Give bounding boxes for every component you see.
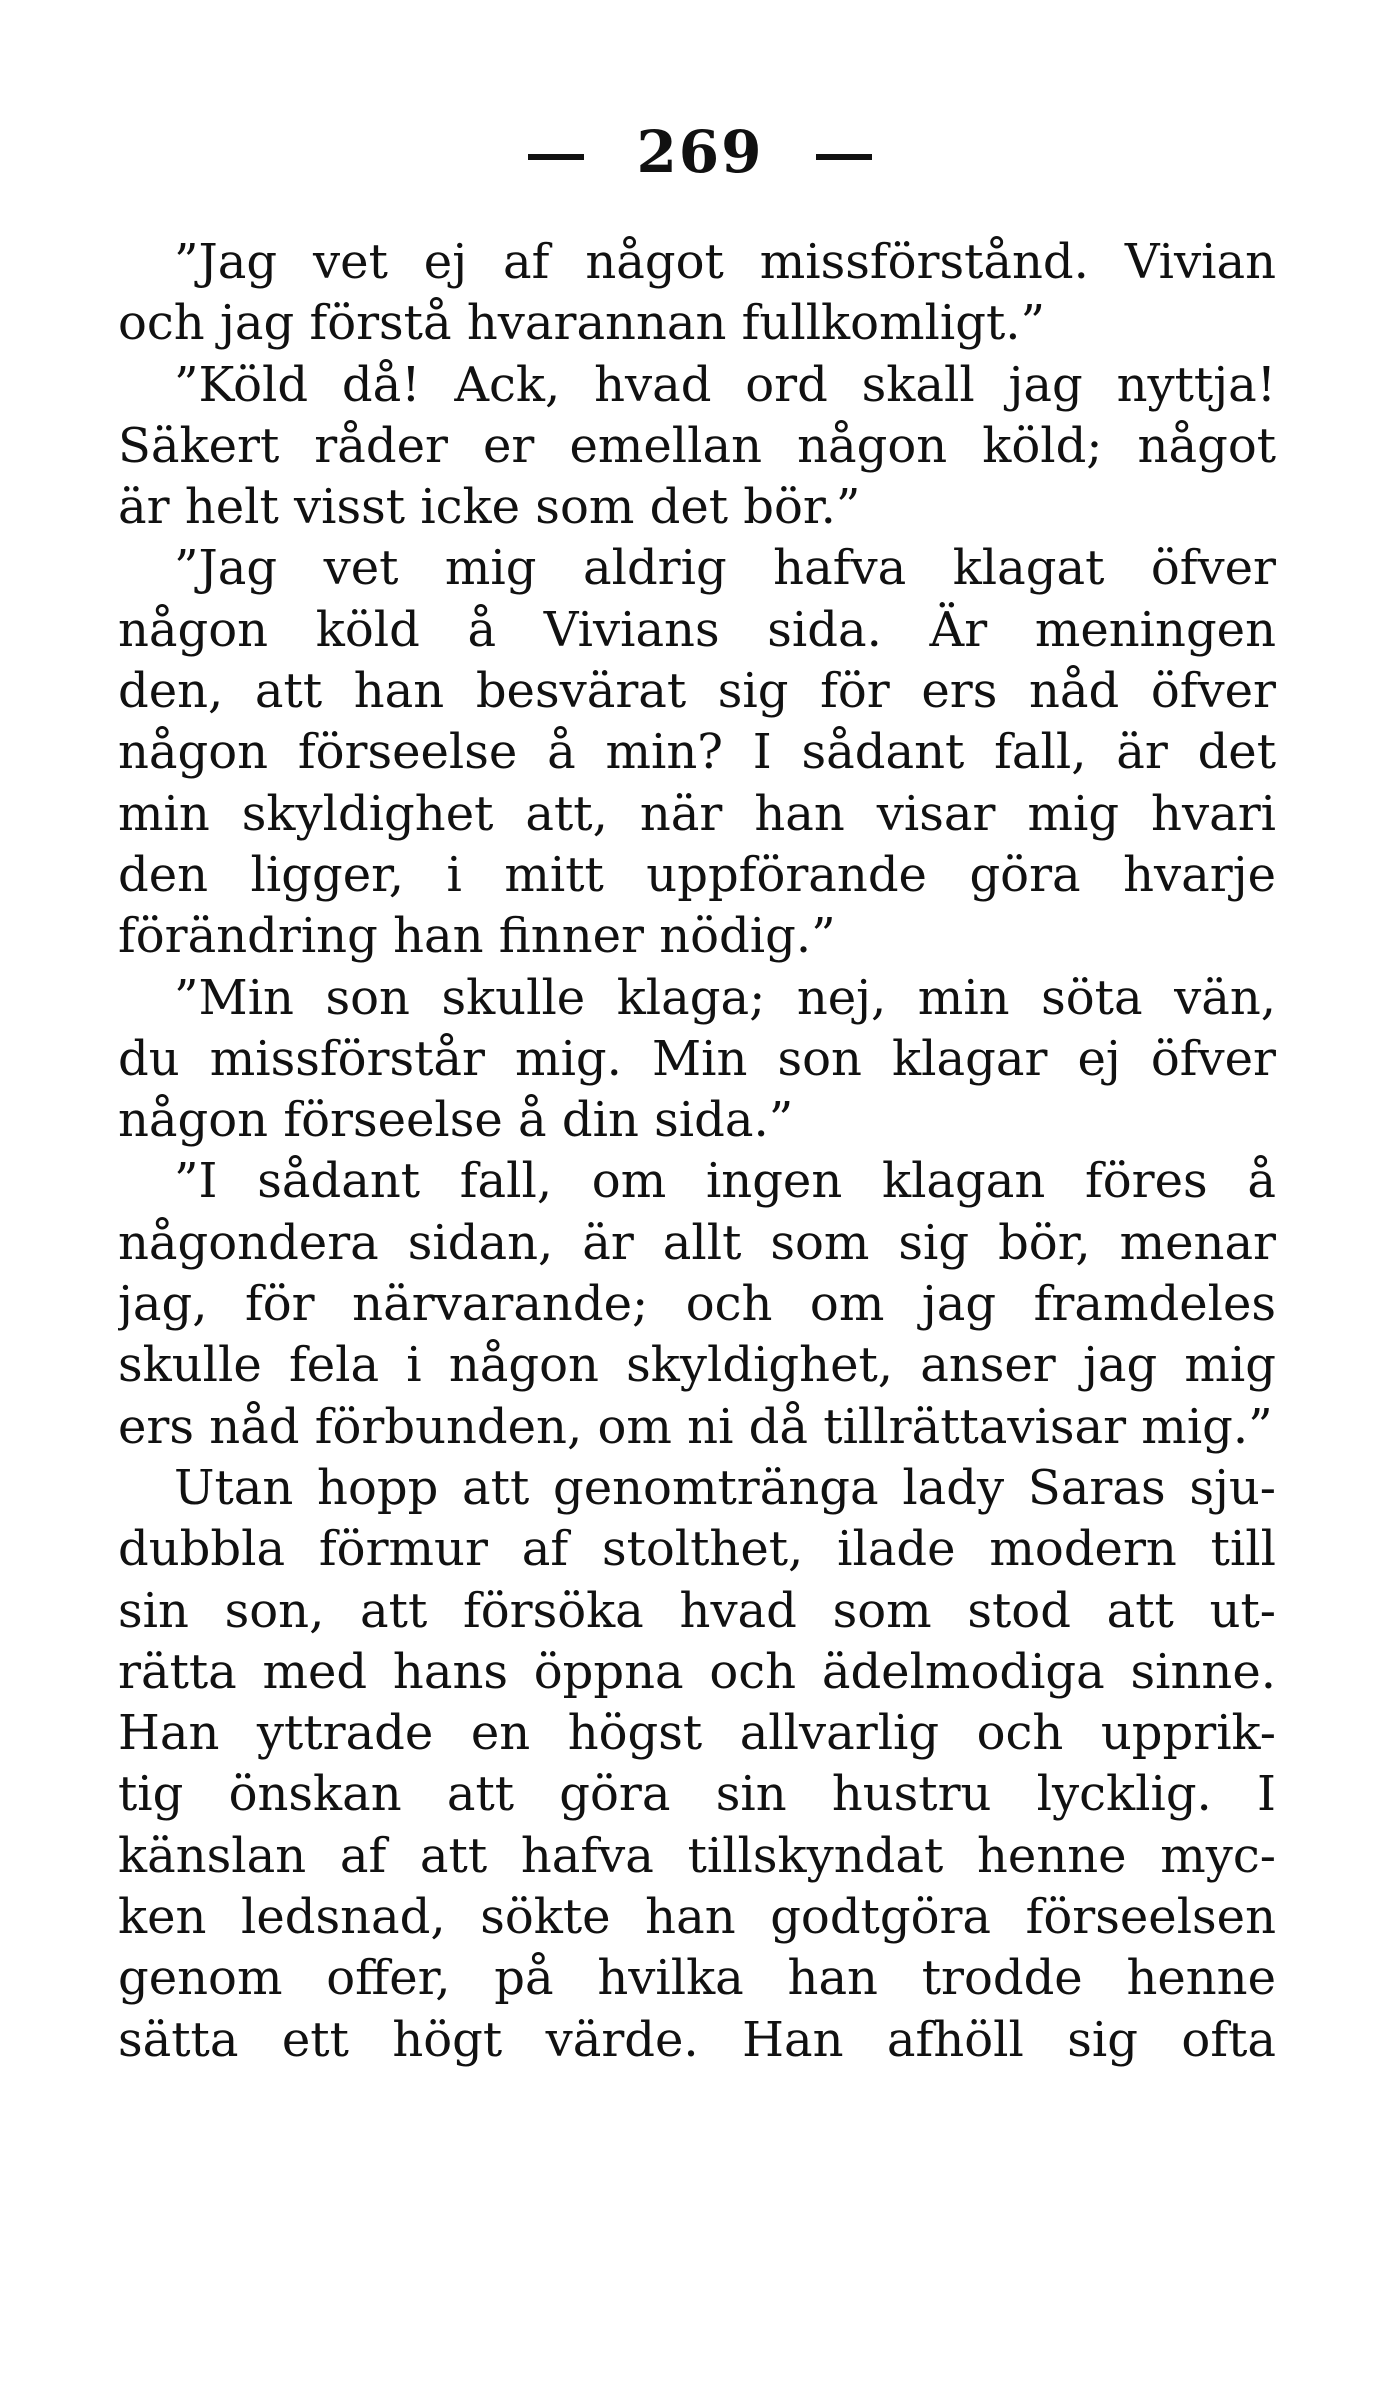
text-line: någondera sidan, är allt som sig bör, menar [118,1214,1276,1271]
text-line: den ligger, i mitt uppförande göra hvarje [118,846,1276,903]
text-line: ken ledsnad, sökte han godtgöra förseelsen [118,1889,1276,1946]
text-line: tig önskan att göra sin hustru lycklig. I [118,1766,1276,1823]
text-line: någon förseelse å din sida.” [118,1092,794,1149]
text-line: ”Min son skulle klaga; nej, min söta vän, [174,969,1276,1026]
text-line: ”I sådant fall, om ingen klagan föres å [174,1153,1276,1210]
text-line: sin son, att försöka hvad som stod att ut- [118,1582,1276,1639]
header-dash-right [816,154,872,160]
text-line: skulle fela i någon skyldighet, anser jag mig [118,1337,1276,1394]
text-line: ”Jag vet ej af något missförstånd. Vivian [174,234,1276,290]
text-line: är helt visst icke som det bör.” [118,479,861,536]
text-line: du missförstår mig. Min son klagar ej öfver [118,1030,1276,1087]
text-line: någon förseelse å min? I sådant fall, är det [118,724,1276,781]
text-line: rätta med hans öppna och ädelmodiga sinne. [118,1643,1276,1700]
text-line: ”Jag vet mig aldrig hafva klagat öfver [174,540,1276,597]
text-line: sätta ett högt värde. Han afhöll sig ofta [118,2011,1276,2068]
text-line: och jag förstå hvarannan fullkomligt.” [118,295,1046,352]
text-line: min skyldighet att, när han visar mig hvari [118,785,1276,842]
text-line: känslan af att hafva tillskyndat henne myc- [118,1827,1276,1884]
page-header [0,118,1400,186]
text-line: jag, för närvarande; och om jag framdeles [118,1276,1276,1333]
body-text [118,232,1276,2071]
text-line: genom offer, på hvilka han trodde henne [118,1950,1276,2007]
text-line: Säkert råder er emellan någon köld; något [118,417,1276,474]
text-line: dubbla förmur af stolthet, ilade modern till [118,1521,1276,1578]
text-line: förändring han finner nödig.” [118,908,836,965]
text-line: ers nåd förbunden, om ni då tillrättavisar mig.” [118,1398,1273,1455]
text-line: Han yttrade en högst allvarlig och upprik- [118,1705,1276,1762]
text-line: någon köld å Vivians sida. Är meningen [118,601,1276,658]
header-dash-left [528,154,584,160]
page-number: 269 [636,118,764,186]
text-line: ”Köld då! Ack, hvad ord skall jag nyttja! [174,356,1276,413]
text-line: den, att han besvärat sig för ers nåd öfver [118,663,1276,720]
text-line: Utan hopp att genomtränga lady Saras sju- [174,1459,1276,1516]
